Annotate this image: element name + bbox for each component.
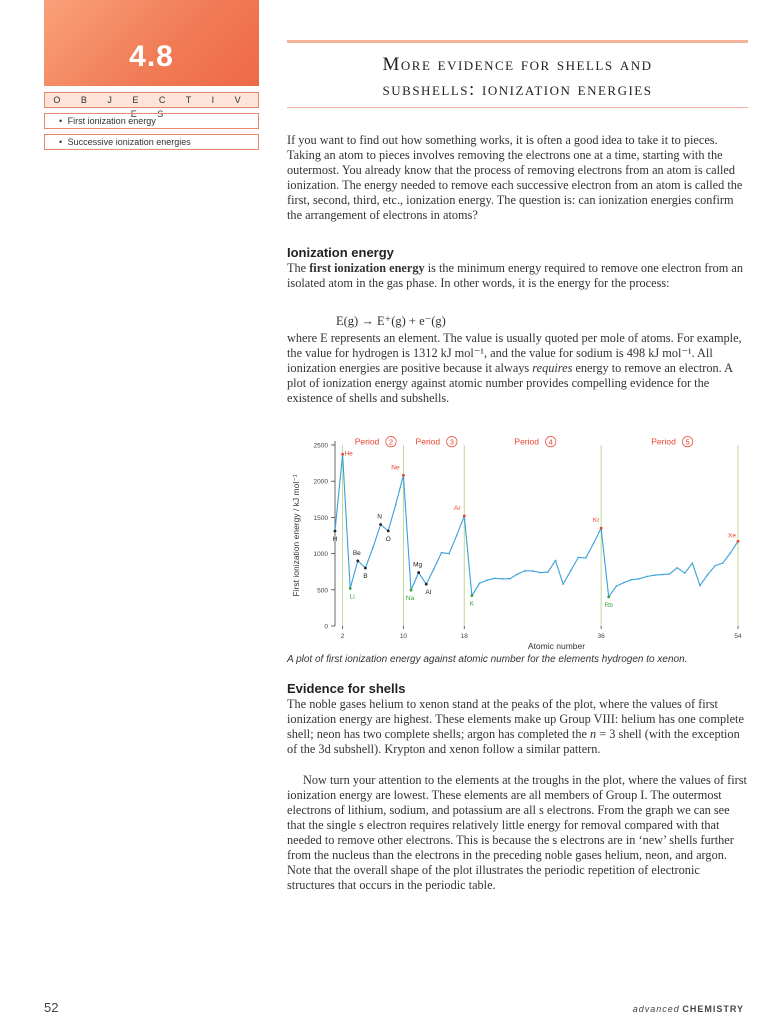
data-point xyxy=(433,568,435,570)
y-tick-label: 500 xyxy=(317,587,328,595)
ie-definition-paragraph xyxy=(287,261,747,291)
data-point xyxy=(722,562,724,564)
period-number: 5 xyxy=(685,437,690,447)
data-point xyxy=(395,503,397,505)
data-label: Ne xyxy=(391,464,400,472)
ionization-energy-chart xyxy=(287,434,747,652)
section-number: 4.8 xyxy=(129,40,174,73)
page-number: 52 xyxy=(44,1000,59,1015)
x-tick-label: 10 xyxy=(399,633,408,640)
data-point xyxy=(448,553,450,555)
data-point xyxy=(356,559,359,562)
data-point xyxy=(646,576,648,578)
data-point xyxy=(524,570,526,572)
data-label: Ar xyxy=(454,504,461,512)
title-top-rule xyxy=(287,40,748,43)
ionization-equation: E(g) → E⁺(g) + e⁻(g) xyxy=(336,314,446,328)
y-tick-label: 0 xyxy=(324,623,328,631)
y-axis-label: First ionization energy / kJ mol⁻¹ xyxy=(291,474,301,597)
data-point xyxy=(714,565,716,567)
bold-term: first ionization energy xyxy=(309,261,425,275)
text-run: is the minimum energy required to remove one electron from an isolated atom in the gas phase. In other words, it is the energy for the process: xyxy=(287,261,744,290)
data-point xyxy=(654,574,656,576)
data-point xyxy=(593,543,595,545)
objective-bullet: • xyxy=(59,137,63,147)
data-point xyxy=(334,530,337,533)
objective-text: First ionization energy xyxy=(67,116,156,126)
data-label: Xe xyxy=(728,532,736,540)
data-point xyxy=(479,582,481,584)
period-label xyxy=(355,437,396,447)
data-label: B xyxy=(363,573,368,581)
data-point xyxy=(562,583,564,585)
period-label-text: Period xyxy=(415,436,441,447)
y-tick-label: 2000 xyxy=(313,478,328,486)
title-line: More evidence for shells and xyxy=(382,54,653,75)
x-tick-label: 36 xyxy=(597,633,605,640)
data-point xyxy=(517,573,519,575)
data-point xyxy=(623,582,625,584)
data-point xyxy=(470,594,473,597)
y-tick-label: 1500 xyxy=(313,514,328,522)
data-point xyxy=(555,560,557,562)
data-point xyxy=(585,557,587,559)
data-point xyxy=(486,579,488,581)
data-point xyxy=(387,529,390,532)
title-bottom-rule xyxy=(287,107,748,108)
data-point xyxy=(616,585,618,587)
italic-n: n xyxy=(590,727,597,741)
data-point xyxy=(737,540,740,543)
data-label: Li xyxy=(349,593,355,601)
heading-ionization-energy: Ionization energy xyxy=(287,245,394,260)
data-label: Kr xyxy=(592,517,600,525)
data-point xyxy=(441,552,443,554)
data-label: Be xyxy=(352,549,361,557)
data-point xyxy=(570,570,572,572)
data-point xyxy=(707,574,709,576)
objective-item xyxy=(44,134,259,150)
page-title xyxy=(287,52,748,102)
data-label: Na xyxy=(405,595,415,603)
shells-paragraph xyxy=(287,697,747,757)
x-axis-label: Atomic number xyxy=(527,641,586,651)
intro-paragraph: If you want to find out how something works, it is often a good idea to take it to pieces. Taking an atom to pieces involves removing the electrons one at a time, starting with the outermost. You already know that the process of removing electrons from an atom is called ionization. The energy needed to remove each successive electron from an atom is called the first, second, third, etc., ionization energy. The question is: can ionization energies confirm the arrangement of electrons in atoms? xyxy=(287,133,743,222)
data-point xyxy=(402,474,405,477)
objective-bullet: • xyxy=(59,116,63,126)
period-label xyxy=(416,437,457,447)
data-point xyxy=(638,578,640,580)
data-point xyxy=(501,578,503,580)
data-point xyxy=(372,547,374,549)
y-tick-label: 1000 xyxy=(313,551,328,559)
troughs-paragraph: Now turn your attention to the elements at the troughs in the plot, where the values of first ionization energy are lowest. These elements are all members of Group I. The outermost electrons of lithium, sodium, and potassium are all s electrons. From the graph we can see that the single s electron requires relatively little energy for removal compared with that needed to remove other electrons. This is because the s electrons are in ‘new’ shells further from the nucleus than the electrons in the preceding noble gases helium, neon, and argon. Note that the overall shape of the plot illustrates the periodic repetition of electronic structures that occurs in the periodic table. xyxy=(287,773,747,892)
text-run: = 3 shell (with the exception of the 3d subshell). Krypton and xenon follow a similar pattern. xyxy=(287,727,740,756)
data-label: Rb xyxy=(604,601,613,609)
section-badge xyxy=(44,0,259,86)
data-label: H xyxy=(332,536,338,544)
footer-prefix: advanced xyxy=(632,1004,680,1014)
data-point xyxy=(631,579,633,581)
data-point xyxy=(509,578,511,580)
data-point xyxy=(379,523,382,526)
data-point xyxy=(456,535,458,537)
data-label: O xyxy=(385,535,391,543)
period-label-text: Period xyxy=(514,436,539,447)
data-point xyxy=(676,567,678,569)
data-point xyxy=(532,570,534,572)
data-label: He xyxy=(344,450,353,458)
data-point xyxy=(730,552,732,554)
text-run: The xyxy=(287,261,310,275)
ie-values-paragraph xyxy=(287,331,747,406)
data-point xyxy=(600,527,603,530)
data-point xyxy=(425,583,428,586)
data-point xyxy=(364,567,367,570)
chart-caption: A plot of first ionization energy against atomic number for the elements hydrogen to xenon. xyxy=(287,654,688,665)
title-line: subshells: ionization energies xyxy=(382,79,653,100)
data-label: K xyxy=(469,600,475,608)
data-point xyxy=(692,562,694,564)
text-run: The noble gases helium to xenon stand at the peaks of the plot, where the values of first ionization energy are highest. These elements make up Group VIII: helium has one complete shell; neon has two complete shells; argon has completed the xyxy=(287,697,744,741)
ionization-energy-series-line xyxy=(332,454,738,597)
period-label xyxy=(514,437,555,447)
period-label-text: Period xyxy=(354,436,380,447)
data-point xyxy=(547,571,549,573)
period-number: 4 xyxy=(548,437,553,447)
data-label: Mg xyxy=(413,561,423,569)
data-label: Al xyxy=(425,589,432,597)
data-point xyxy=(540,572,542,574)
text-run: where E represents an element. The value is usually quoted per mole of atoms. For example, the value for hydrogen is 1312 kJ mol⁻¹, and the value for sodium is 498 kJ mol⁻¹. All ionization energies are positive because it always xyxy=(287,331,742,375)
data-point xyxy=(661,574,663,576)
data-label: N xyxy=(377,513,382,521)
book-footer xyxy=(633,1004,744,1014)
x-tick-label: 18 xyxy=(460,633,468,640)
data-point xyxy=(349,587,352,590)
data-point xyxy=(578,557,580,559)
data-point xyxy=(684,572,686,574)
period-label xyxy=(651,437,692,447)
objectives-header: O B J E C T I V E S xyxy=(44,92,259,108)
period-number: 3 xyxy=(449,437,454,447)
objective-text: Successive ionization energies xyxy=(67,137,191,147)
data-point xyxy=(494,577,496,579)
text-run: energy to remove an electron. A plot of ionization energy against atomic number provides compelling evidence for the existence of shells and subshells. xyxy=(287,361,733,405)
data-point xyxy=(699,585,701,587)
period-label-text: Period xyxy=(651,436,676,447)
data-point xyxy=(607,595,610,598)
data-point xyxy=(669,573,671,575)
x-tick-label: 54 xyxy=(734,633,742,640)
x-tick-label: 2 xyxy=(340,633,345,640)
data-point xyxy=(417,571,420,574)
period-number: 2 xyxy=(388,437,394,447)
y-tick-label: 2500 xyxy=(313,442,328,450)
italic-term: requires xyxy=(532,361,573,375)
data-point xyxy=(463,514,466,517)
heading-evidence-for-shells: Evidence for shells xyxy=(287,681,406,696)
footer-title: CHEMISTRY xyxy=(682,1004,744,1014)
data-point xyxy=(410,589,413,592)
objective-item xyxy=(44,113,259,129)
